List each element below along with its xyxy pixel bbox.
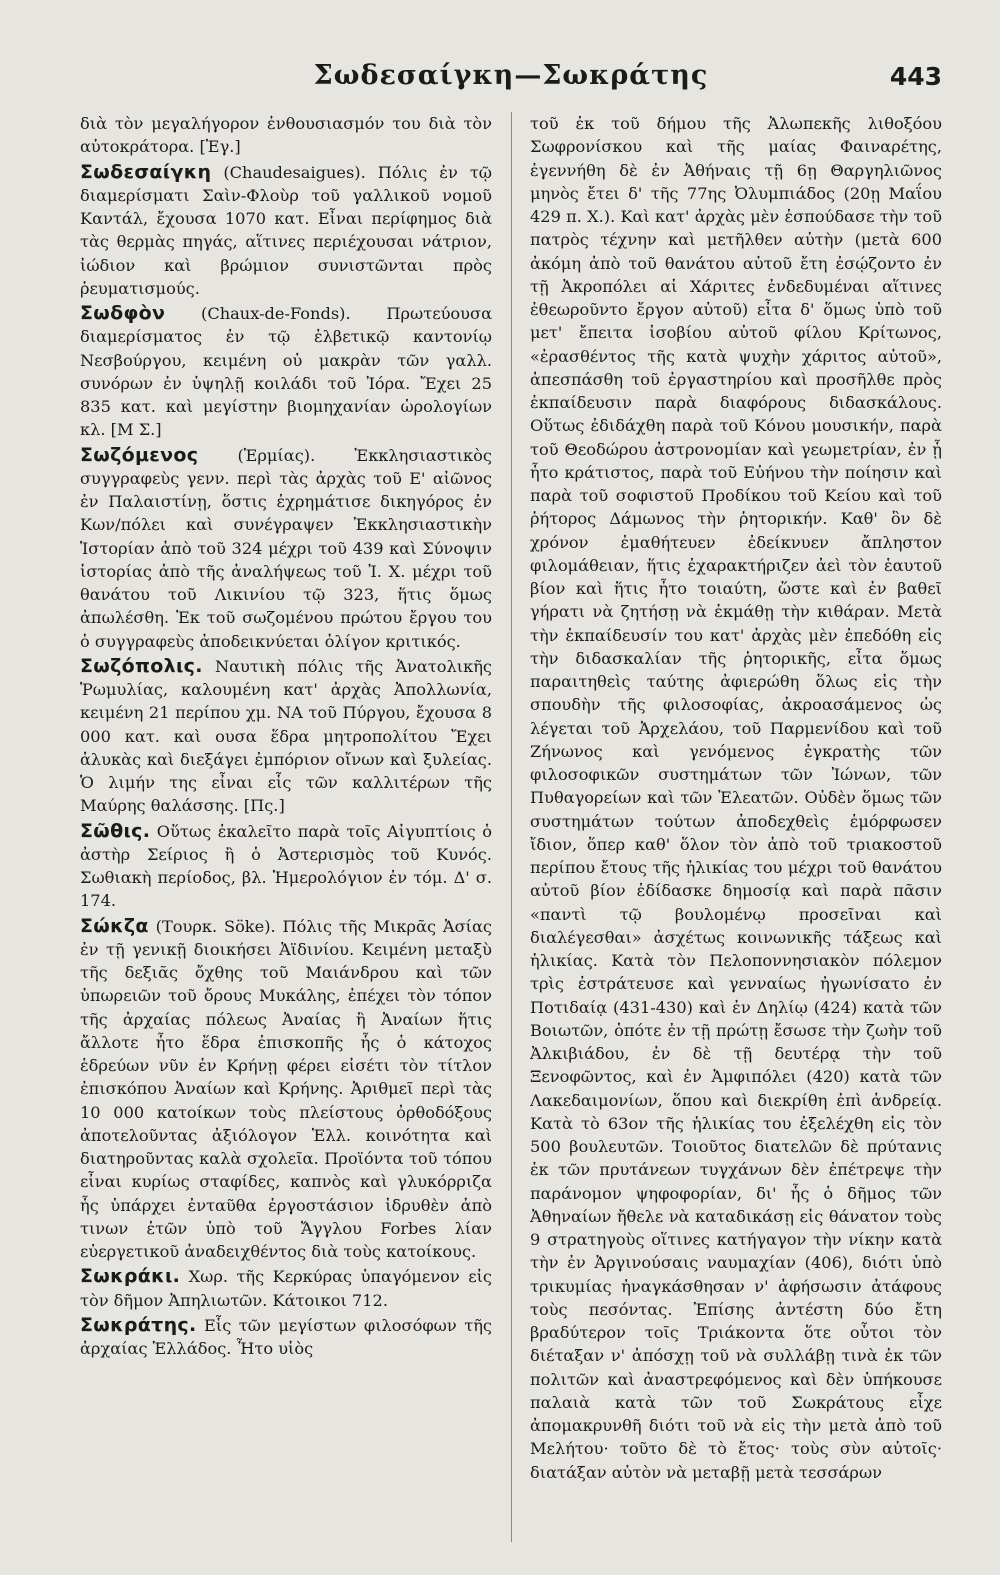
- entry-text: Εἷς τῶν μεγίστων φιλοσόφων τῆς ἀρχαίας Ἑλλάδος. Ἦτο υἱὸς: [80, 1315, 492, 1358]
- entry-text: τοῦ ἐκ τοῦ δήμου τῆς Ἀλωπεκῆς λιθοξόου Σωφρονίσκου καὶ τῆς μαίας Φαιναρέτης, ἐγεννήθη δὲ ἐν Ἀθήναις τῇ 6ῃ Θαργηλιῶνος μηνὸς ἔτει δ' τῆς 77ης Ὀλυμπιάδος (20ῃ Μαΐου 429 π. Χ.). Καὶ κατ' ἀρχὰς μὲν ἐσπούδασε τὴν τοῦ πατρὸς τέχνην καὶ μετῆλθεν αὐτὴν (μετὰ 600 ἀκόμη ἀπὸ τοῦ θανάτου αὐτοῦ ἔτη ἐσῴζοντο ἐν τῇ Ἀκροπόλει αἱ Χάριτες ἐνδεδυμέναι αἵτινες ἐθεωροῦντο ἔργον αὐτοῦ) εἶτα δ' ὅμως ὑπὸ τοῦ μετ' ἔπειτα ἰσοβίου αὐτοῦ φίλου Κρίτωνος, «ἐρασθέντος τῆς κατὰ ψυχὴν χάριτος αὐτοῦ», ἀπεσπάσθη τοῦ ἐργαστηρίου καὶ προσῆλθε πρὸς ἐκπαίδευσιν παρὰ διαφόρους διδασκάλους. Οὕτως ἐδιδάχθη παρὰ τοῦ Κόνου μουσικήν, παρὰ τοῦ Θεοδώρου ἀστρονομίαν καὶ γεωμετρίαν, ἐν ᾗ ἦτο κράτιστος, παρὰ τοῦ Εὐήνου τὴν ποίησιν καὶ παρὰ τοῦ σοφιστοῦ Προδίκου τοῦ Κείου καὶ τοῦ ῥήτορος Δάμωνος τὴν ῥητορικήν. Καθ' ὃν δὲ χρόνον ἐμαθήτευεν ἐδείκνυεν ἄπληστον φιλομάθειαν, ἥτις ἐχαρακτήριζεν ἀεὶ τὸν ἑαυτοῦ βίον καὶ ἥτις ἦτο τοιαύτη, ὥστε καὶ ἐν βαθεῖ γήρατι νὰ ζητήσῃ νὰ ἐκμάθῃ τὴν κιθάραν. Μετὰ τὴν ἐκπαίδευσίν του κατ' ἀρχὰς μὲν ἐπεδόθη εἰς τὴν διδασκαλίαν τῆς ῥητορικῆς, εἶτα ὅμως παραιτηθεὶς ταύτης ἀφιερώθη ὅλως εἰς τὴν σπουδὴν τῆς φιλοσοφίας, ἀκροασάμενος ὡς λέγεται τοῦ Ἀρχελάου, τοῦ Παρμενίδου καὶ τοῦ Ζήνωνος καὶ γενόμενος ἐγκρατὴς τῶν φιλοσοφικῶν συστημάτων τῶν Ἰώνων, τῶν Πυθαγορείων καὶ τῶν Ἐλεατῶν. Οὐδὲν ὅμως τῶν συστημάτων τούτων ἀποδεχθεὶς ἐμόρφωσεν ἴδιον, ὅπερ καθ' ὅλον τὸν ἀπὸ τοῦ τριακοστοῦ περίπου ἔτους τῆς ἡλικίας του μέχρι τοῦ θανάτου αὐτοῦ βίον ἐδίδασκε δημοσίᾳ καὶ παρὰ πᾶσιν «παντὶ τῷ βουλομένῳ προσεῖναι καὶ διαλέγεσθαι» ἀσχέτως κοινωνικῆς τάξεως καὶ ἡλικίας. Κατὰ τὸν Πελοποννησιακὸν πόλεμον τρὶς ἐστράτευσε καὶ γενναίως ἠγωνίσατο ἐν Ποτιδαίᾳ (431-430) καὶ ἐν Δηλίῳ (424) κατὰ τῶν Βοιωτῶν, ὁπότε ἐν τῇ πρώτῃ ἔσωσε τὴν ζωὴν τοῦ Ἀλκιβιάδου, ἐν δὲ τῇ δευτέρᾳ τὴν τοῦ Ξενοφῶντος, καὶ ἐν Ἀμφιπόλει (420) κατὰ τῶν Λακεδαιμονίων, ὅπου καὶ διεκρίθη ἐπὶ ἀνδρείᾳ. Κατὰ τὸ 63ον τῆς ἡλικίας του ἐξελέχθη εἰς τὸν 500 βουλευτῶν. Τοιοῦτος διατελῶν δὲ πρύτανις ἐκ τῶν πρυτάνεων τυγχάνων δὲν ἐπέτρεψε τὴν παράνομον ψηφοφορίαν, δι' ἧς ὁ δῆμος τῶν Ἀθηναίων ἤθελε νὰ καταδικάσῃ εἰς θάνατον τοὺς 9 στρατηγοὺς οἵτινες κατήγαγον τὴν νίκην κατὰ τὴν ἐν Ἀργινούσαις ναυμαχίαν (406), διότι ὑπὸ τρικυμίας ἠναγκάσθησαν ν' ἀφήσωσιν ἀτάφους τοὺς πεσόντας. Ἐπίσης ἀντέστη δύο ἔτη βραδύτερον τοῖς Τριάκοντα ὅτε οὗτοι τὸν διέταξαν ν' ἀπόσχῃ τοῦ νὰ συλλάβῃ τινὰ ἐκ τῶν πολιτῶν καὶ ἀναστρεφόμενος καὶ δὲν ὑπήκουσε παλαιὰ κατὰ τῶν τοῦ Σωκράτους εἶχε ἀπομακρυνθῆ διότι τοῦ νὰ εἰς τὴν μετὰ ἀπὸ τοῦ Μελήτου· τοῦτο δὲ τὸ ἔτος· τοὺς σὺν αὐτοῖς· διατάξαν αὐτὸν νὰ μεταβῇ μετὰ τεσσάρων: [530, 114, 942, 1482]
- entry-headword: Σώκζα: [80, 914, 149, 937]
- entry-headword: Σωκράκι.: [80, 1265, 181, 1288]
- entry-headword: Σωζόπολις.: [80, 654, 203, 677]
- left-column: [80, 112, 492, 1542]
- entry-text: Χωρ. τῆς Κερκύρας ὑπαγόμενον εἰς τὸν δῆμον Ἀπηλιωτῶν. Κάτοικοι 712.: [80, 1267, 492, 1310]
- entry-text: (Chaudesaigues). Πόλις ἐν τῷ διαμερίσματι Σαὶν-Φλοὺρ τοῦ γαλλικοῦ νομοῦ Καντάλ, ἔχουσα 1070 κατ. Εἶναι περίφημος διὰ τὰς θερμὰς πηγάς, αἵτινες περιέχουσαι νάτριον, ἰώδιον καὶ βρώμιον συνιστῶνται πρὸς ῥευματισμούς.: [80, 162, 492, 298]
- right-column: [530, 112, 942, 1542]
- entry-text: (Τουρκ. Söke). Πόλις τῆς Μικρᾶς Ἀσίας ἐν τῇ γενικῇ διοικήσει Ἀϊδινίου. Κειμένη μεταξὺ τῆς δεξιᾶς ὄχθης τοῦ Μαιάνδρου καὶ τῶν ὑπωρειῶν τοῦ ὄρους Μυκάλης, ἐπέχει τὸν τόπον τῆς ἀρχαίας πόλεως Ἀναίας ἢ Ἀναίων ἥτις ἄλλοτε ἦτο ἕδρα ἐπισκοπῆς ἧς ὁ κάτοχος ἑδρεύων νῦν ἐν Κρήνῃ φέρει εἰσέτι τὸν τίτλον ἐπισκόπου Ἀναίων καὶ Κρήνης. Ἀριθμεῖ περὶ τὰς 10 000 κατοίκων τοὺς πλείστους ὀρθοδόξους ἀποτελοῦντας ἀξιόλογον Ἑλλ. κοινότητα καὶ διατηροῦντας καλὰ σχολεῖα. Προϊόντα τοῦ τόπου εἶναι κυρίως σταφίδες, καπνὸς καὶ γλυκόρριζα ἧς ὑπάρχει ἐνταῦθα ἐργοστάσιον ἱδρυθὲν ἀπὸ τινων ἐτῶν ὑπὸ τοῦ Ἄγγλου Forbes λίαν εὐεργετικοῦ ἀναδειχθέντος διὰ τοὺς κατοίκους.: [80, 916, 492, 1261]
- dictionary-entry: [80, 1314, 492, 1361]
- dictionary-entry: [80, 302, 492, 442]
- page-number: 443: [889, 62, 942, 91]
- entry-text: Οὕτως ἐκαλεῖτο παρὰ τοῖς Αἰγυπτίοις ὁ ἀστὴρ Σείριος ἢ ὁ Ἀστερισμὸς τοῦ Κυνός. Σωθιακὴ περίοδος, βλ. Ἡμερολόγιον ἐν τόμ. Δ' σ. 174.: [80, 821, 492, 911]
- dictionary-entry: [80, 1265, 492, 1312]
- entry-headword: Σῶθις.: [80, 819, 151, 842]
- entry-headword: Σωδφὸν: [80, 302, 166, 324]
- dictionary-entry: [80, 655, 492, 818]
- running-head: [80, 60, 942, 100]
- dictionary-entry: [80, 915, 492, 1264]
- entry-headword: Σωδεσαίγκη: [80, 160, 212, 183]
- entry-text: (Ἑρμίας). Ἐκκλησιαστικὸς συγγραφεὺς γενν. περὶ τὰς ἀρχὰς τοῦ Ε' αἰῶνος ἐν Παλαιστίνῃ, ὅστις ἐχρημάτισε δικηγόρος ἐν Κων/πόλει καὶ συνέγραψεν Ἐκκλησιαστικὴν Ἱστορίαν ἀπὸ τοῦ 324 μέχρι τοῦ 439 καὶ Σύνοψιν ἱστορίας ἀπὸ τῆς ἀναλήψεως τοῦ Ἰ. Χ. μέχρι τοῦ θανάτου τοῦ Λικινίου τῷ 323, ἥτις ὅμως ἀπωλέσθη. Ἐκ τοῦ σωζομένου πρώτου ἔργου του ὁ συγγραφεὺς ἀποδεικνύεται ὀλίγον κριτικός.: [80, 445, 492, 651]
- text-columns: [80, 112, 942, 1542]
- dictionary-entry: [80, 161, 492, 301]
- entry-text: (Chaux-de-Fonds). Πρωτεύουσα διαμερίσματος ἐν τῷ ἑλβετικῷ καντονίῳ Νεσβούργου, κειμένη οὐ μακρὰν τῶν γαλλ. συνόρων ἐν ὑψηλῇ κοιλάδι τοῦ Ἰόρα. Ἔχει 25 835 κατ. καὶ μεγίστην βιομηχανίαν ὡρολογίων κλ. [Μ Σ.]: [80, 304, 492, 440]
- entry-headword: Σωζόμενος: [80, 443, 199, 466]
- entry-text: Ναυτικὴ πόλις τῆς Ἀνατολικῆς Ῥωμυλίας, καλουμένη κατ' ἀρχὰς Ἀπολλωνία, κειμένη 21 περίπου χμ. ΝΑ τοῦ Πύργου, ἔχουσα 8 000 κατ. καὶ ουσα ἕδρα μητροπολίτου Ἔχει ἁλυκὰς καὶ διεξάγει ἐμπόριον οἴνων καὶ ξυλείας. Ὁ λιμήν της εἶναι εἷς τῶν καλλιτέρων τῆς Μαύρης θαλάσσης. [Πς.]: [80, 656, 492, 816]
- dictionary-entry: [530, 112, 942, 1484]
- entry-headword: Σωκράτης.: [80, 1313, 197, 1336]
- dictionary-entry: [80, 820, 492, 913]
- column-divider: [511, 112, 512, 1542]
- dictionary-entry: [80, 444, 492, 653]
- entry-text: διὰ τὸν μεγαλήγορον ἐνθουσιασμόν του διὰ τὸν αὐτοκράτορα. [Ἐγ.]: [80, 114, 492, 157]
- running-title: Σωδεσαίγκη—Σωκράτης: [313, 60, 709, 91]
- dictionary-entry: [80, 112, 492, 159]
